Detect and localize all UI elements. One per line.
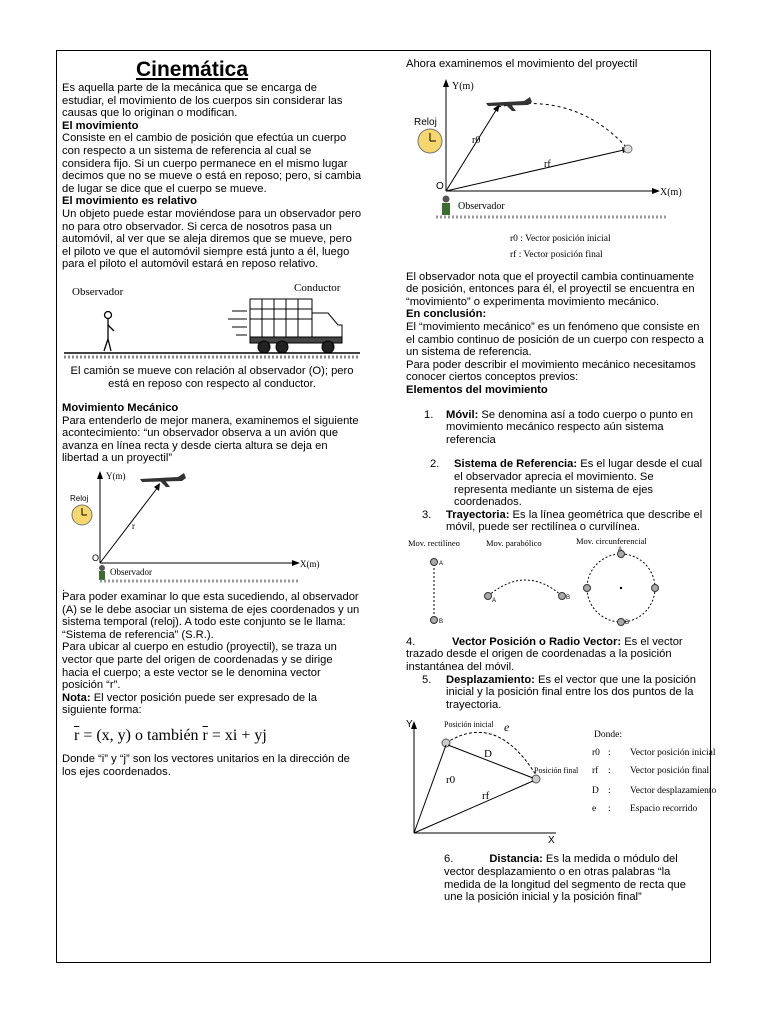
list-item (406, 853, 706, 903)
conclusion-heading: En conclusión: (406, 308, 487, 321)
fig3-reloj-label: Reloj (414, 116, 437, 128)
conclusion-paragraph-1: El “movimiento mecánico” es un fenómeno que consiste en el cambio continuo de posición de un cuerpo con respecto a un sistema de referencia. (406, 320, 704, 359)
displacement-figure (406, 715, 726, 845)
fig1-conductor-label: Conductor (294, 281, 341, 294)
legend-sep: : (608, 786, 611, 797)
fig2-y-label: Y(m) (106, 471, 126, 482)
fig2-origin-label: O (92, 553, 100, 564)
vector-paragraph: Para ubicar al cuerpo en estudio (proyectil), se traza un vector que parte del origen de coordenadas y se dirige hacia el cuerpo; a este vector se le denomina vector posición “r”. (62, 641, 337, 692)
fig5-D-label: D (484, 748, 492, 761)
truck-observer-figure (62, 279, 362, 365)
nota-label: Nota: (62, 691, 91, 704)
relativo-heading: El movimiento es relativo (62, 195, 197, 208)
airplane-icon (486, 97, 532, 111)
item-term: Móvil: (446, 408, 479, 421)
fig2-vector-line (100, 487, 158, 563)
legend-desc: Vector posición final (630, 766, 710, 777)
trajectory-types-figure (406, 534, 706, 634)
fig3-x-label: X(m) (660, 186, 682, 198)
fig5-x-label: X (548, 835, 555, 847)
formula-r2: $\overline{r}$ (202, 727, 208, 744)
fig1-observador-label: Observador (72, 285, 124, 298)
right-column (406, 58, 717, 904)
fig2-observador-label: Observador (110, 567, 152, 578)
vector-formula (74, 725, 362, 747)
list-item (406, 636, 706, 674)
list-item (406, 674, 706, 712)
fig3-observador-label: Observador (458, 200, 505, 212)
conclusion-paragraph-2: Para poder describir el movimiento mecánico necesitamos conocer ciertos conceptos previos: (406, 358, 696, 384)
list-item (406, 509, 706, 534)
observer-paragraph: El observador nota que el proyectil cambia continuamente de posición, entonces para él, el proyectil se encuentra en “movimiento” o experimenta movimiento mecánico. (406, 270, 695, 308)
legend-desc: Espacio recorrido (630, 804, 698, 815)
list-item (406, 458, 706, 508)
airplane-observer-figure (70, 465, 340, 585)
fig3-rf-vector (446, 149, 628, 191)
fig3-legend-rf: rf : Vector posición final (510, 249, 603, 260)
formula-r1: $\overline{r}$ (74, 727, 80, 744)
fig4-rect-a: A (439, 560, 444, 567)
fig3-rf-label: rf (544, 158, 551, 170)
item-text: Es la línea geométrica que describe el móvil, puede ser rectilínea o curvilínea. (446, 508, 703, 534)
item-number: 4. (406, 635, 416, 648)
fig4-rect-label: Mov. rectilíneo (408, 537, 460, 548)
legend-sym: r0 (592, 748, 600, 759)
nota-text: El vector posición puede ser expresado de la siguiente forma: (62, 691, 317, 717)
fig3-y-label: Y(m) (452, 80, 474, 92)
nota-paragraph (62, 692, 362, 717)
legend-sep: : (608, 804, 611, 815)
item-number: 3. (422, 508, 432, 521)
dot: . (62, 582, 66, 595)
airplane-icon (140, 473, 186, 487)
fig2-reloj-label: Reloj (70, 494, 89, 504)
fig4-circ-b: B (625, 619, 630, 626)
fig5-y-label: Y (406, 719, 413, 731)
fig4-circ-a: A (618, 546, 623, 553)
fig5-e-label: e (504, 720, 510, 735)
fig3-r0-vector (446, 107, 498, 191)
item-number: 1. (424, 408, 434, 421)
sr-paragraph: Para poder examinar lo que esta sucediendo, al observador (A) se le debe asociar un sistema de ejes coordenados y un sistema temporal (reloj). A todo este conjunto se le llama: “Sistema de referencia” (S.R.). (62, 591, 360, 641)
fig4-parab-b: B (566, 594, 571, 601)
fig5-pos-ini-label: Posición inicial (444, 720, 494, 730)
legend-desc: Vector posición inicial (630, 748, 716, 759)
item-text: Es el lugar desde el cual el observador aprecia el movimiento. Se representa mediante un sistema de ejes coordenados. (454, 458, 703, 509)
person-icon (104, 311, 114, 351)
fig4-parab-a: A (492, 597, 497, 604)
mecanico-paragraph: Para entenderlo de mejor manera, examinemos el siguiente acontecimiento: “un observador observa a un avión que avanza en línea recta y desde cierta altura se deja en libertad a un proyectil” (62, 414, 359, 465)
item-text: Es el vector trazado desde el origen de coordenadas a la posición instantánea del móvil. (406, 635, 683, 674)
proyectil-intro: Ahora examinemos el movimiento del proyectil (406, 58, 638, 70)
fig1-caption: El camión se mueve con relación al observador (O); pero está en reposo con respecto al conductor. (70, 364, 354, 390)
item-number: 6. (444, 853, 454, 866)
item-term: Distancia: (489, 853, 543, 866)
projectile-figure (406, 71, 682, 271)
item-term: Sistema de Referencia: (454, 458, 578, 471)
item-term: Trayectoria: (446, 508, 510, 521)
truck-icon (228, 299, 342, 353)
item-term: Vector Posición o Radio Vector: (452, 635, 622, 648)
item-term: Desplazamiento: (446, 673, 535, 686)
fig5-r0-label: r0 (446, 774, 456, 787)
fig4-rect-b: B (439, 618, 444, 625)
movimiento-heading: El movimiento (62, 119, 139, 132)
fig4-circ-label: Mov. circunferencial (576, 535, 647, 546)
legend-desc: Vector desplazamiento (630, 786, 717, 797)
fig3-legend-r0: r0 : Vector posición inicial (510, 233, 611, 244)
fig3-trajectory (498, 103, 628, 148)
soldier-icon (99, 565, 105, 580)
fig4-parab-label: Mov. parabólico (486, 537, 542, 548)
formula-end: = xi + yj (207, 727, 267, 744)
unit-vectors-paragraph: Donde “i” y “j” son los vectores unitarios en la dirección de los ejes coordenados. (62, 753, 350, 778)
fig2-vector-label: r (132, 521, 135, 532)
fig5-rf-label: rf (482, 790, 490, 803)
page-title: Cinemática (135, 58, 249, 81)
soldier-icon (442, 195, 450, 215)
formula-mid: = (x, y) o también (79, 727, 203, 744)
legend-sym: e (592, 804, 597, 815)
item-number: 2. (430, 458, 440, 471)
item-text: Es la medida o módulo del vector desplazamiento o en otras palabras “la medida de la longitud del segmento de recta que une la posición inicial y la posición final” (444, 853, 686, 904)
fig5-pos-fin-label: Posición final (534, 766, 579, 776)
item-text: Es el vector que une la posición inicial y la posición final entre los dos puntos de la trayectoria. (446, 673, 696, 711)
legend-sym: D (592, 786, 599, 797)
legend-sep: : (608, 766, 611, 777)
item-text: Se denomina así a todo cuerpo o punto en movimiento mecánico respecto aún sistema referencia (446, 408, 693, 446)
item-number: 5. (422, 673, 432, 686)
fig2-x-label: X(m) (300, 559, 320, 570)
relativo-paragraph: Un objeto puede estar moviéndose para un observador pero no para otro observador. Si cerca de nosotros pasa un automóvil, al ver que se aleja diremos que se mueve, pero el piloto ve que el automóvil siempre está junto a él, luego para el piloto el automóvil estará en reposo relativo. (62, 207, 362, 271)
fig3-r0-label: r0 (472, 134, 481, 146)
fig3-origin-label: O (436, 180, 444, 192)
elementos-heading: Elementos del movimiento (406, 383, 548, 396)
fig5-donde: Donde: (594, 730, 622, 741)
movimiento-paragraph: Consiste en el cambio de posición que efectúa un cuerpo con respecto a un sistema de referencia al cual se considera fijo. Si un cuerpo permanece en el mismo lugar decimos que no se mueve o está en reposo; pero, si cambia de lugar se dice que el cuerpo se mueve. (62, 132, 362, 195)
left-column (62, 58, 362, 778)
mecanico-heading: Movimiento Mecánico (62, 402, 179, 415)
fig5-legend (592, 748, 717, 814)
legend-sym: rf (592, 766, 599, 777)
intro-paragraph: Es aquella parte de la mecánica que se encarga de estudiar, el movimiento de los cuerpos sin considerar las causas que lo originan o modifican. (62, 82, 343, 120)
legend-sep: : (608, 748, 611, 759)
list-item (406, 409, 706, 447)
